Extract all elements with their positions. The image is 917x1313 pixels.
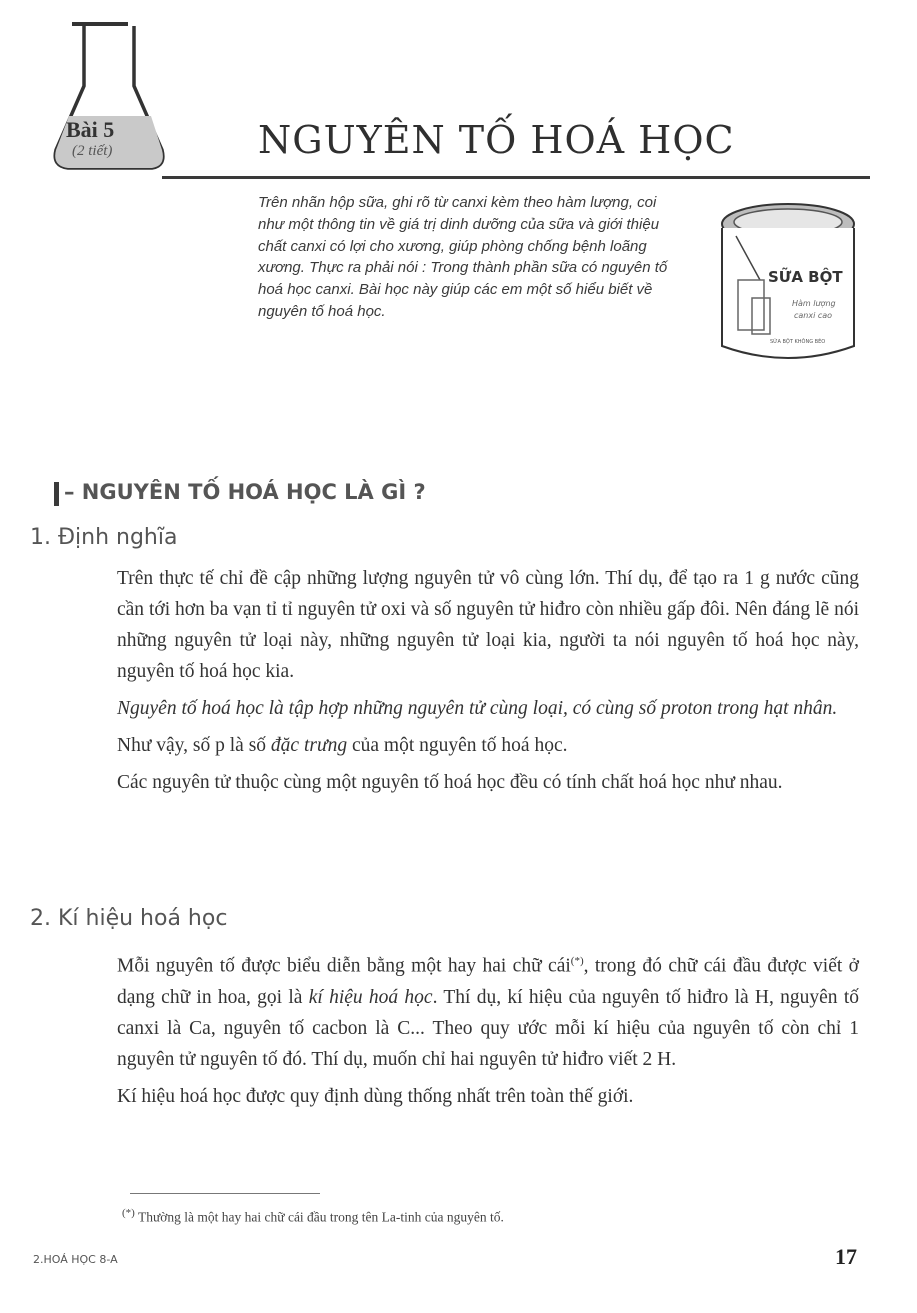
page-number: 17	[835, 1244, 857, 1269]
emphasis: đặc trưng	[270, 735, 348, 756]
milk-can-illustration	[708, 198, 868, 393]
can-line-2: canxi cao	[794, 311, 833, 320]
subsection-body-1	[117, 563, 859, 804]
can-small-text: SỮA BỘT KHÔNG BÉO	[770, 339, 826, 345]
lesson-badge	[66, 117, 166, 160]
text-span: Mỗi nguyên tố được biểu diễn bằng một hay hai chữ cái	[117, 955, 571, 977]
text-span: của một nguyên tố hoá học.	[347, 735, 568, 756]
footnote	[122, 1207, 504, 1226]
paragraph: Kí hiệu hoá học được quy định dùng thống nhất trên toàn thế giới.	[117, 1085, 634, 1107]
lesson-label: Bài 5	[66, 117, 115, 142]
paragraph: Trên thực tế chỉ đề cập những lượng nguyên tử vô cùng lớn. Thí dụ, để tạo ra 1 g nước cũng cần tới hơn ba vạn tỉ tỉ nguyên tử oxi và số nguyên tử hiđro còn nhiều gấp đôi. Nên đáng lẽ nói những nguyên tử loại này, những nguyên tử loại kia, người ta nói nguyên tố hoá học này, nguyên tố hoá học kia.	[117, 568, 859, 682]
subsection-title-2: 2. Kí hiệu hoá học	[30, 906, 228, 931]
text-span: Như vậy, số p là số	[117, 735, 271, 756]
text-span: . Thí dụ, kí hiệu của nguyên tố hiđro là H, nguyên tố canxi là Ca, nguyên tố cacbon là C... Theo quy ước mỗi kí hiệu của nguyên tố còn chỉ 1 nguyên tử nguyên tố đó. Thí dụ, muốn chỉ hai nguyên tử hiđro viết 2 H.	[117, 986, 859, 1070]
paragraph	[117, 730, 859, 761]
section-mark-bar	[54, 482, 59, 506]
section-title: – NGUYÊN TỐ HOÁ HỌC LÀ GÌ ?	[64, 480, 426, 504]
intro-paragraph: Trên nhãn hộp sữa, ghi rõ từ canxi kèm theo hàm lượng, coi như một thông tin về giá trị dinh dưỡng của sữa và giới thiệu chất canxi có lợi cho xương, giúp phòng chống bệnh loãng xương. Thực ra phải nói : Trong thành phần sữa có nguyên tố hoá học canxi. Bài học này giúp các em một số hiểu biết về nguyên tố hoá học.	[258, 194, 668, 320]
section-heading	[64, 480, 426, 504]
book-label: 2.HOÁ HỌC 8-A	[33, 1253, 118, 1266]
footnote-text: Thường là một hay hai chữ cái đầu trong tên La-tinh của nguyên tố.	[134, 1209, 504, 1225]
text-span: , trong đó chữ cái đầu được viết ở dạng chữ in hoa, gọi là	[117, 955, 859, 1008]
can-label: SỮA BỘT	[768, 268, 843, 286]
can-line-1: Hàm lượng	[792, 299, 836, 308]
page-title: NGUYÊN TỐ HOÁ HỌC	[258, 118, 735, 162]
lesson-duration: (2 tiết)	[72, 143, 113, 159]
paragraph	[117, 946, 859, 1075]
title-divider	[162, 176, 870, 179]
subsection-title-1: 1. Định nghĩa	[30, 525, 178, 550]
definition: Nguyên tố hoá học là tập hợp những nguyên tử cùng loại, có cùng số proton trong hạt nhân.	[117, 698, 838, 719]
subsection-body-2	[117, 946, 859, 1118]
footnote-ref: (*)	[570, 955, 584, 967]
footnote-marker: (*)	[122, 1207, 135, 1219]
footnote-divider	[130, 1193, 320, 1194]
emphasis: kí hiệu hoá học	[308, 986, 433, 1008]
paragraph: Các nguyên tử thuộc cùng một nguyên tố hoá học đều có tính chất hoá học như nhau.	[117, 772, 783, 793]
